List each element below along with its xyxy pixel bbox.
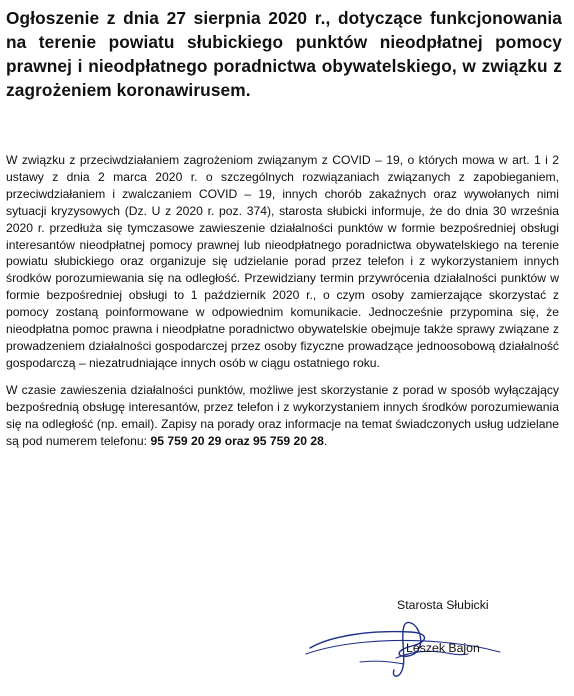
announcement-body [6,152,559,459]
signatory-role: Starosta Słubicki [397,598,489,612]
announcement-title: Ogłoszenie z dnia 27 sierpnia 2020 r., dotyczące funkcjonowania na terenie powiatu słubickiego punktów nieodpłatnej pomocy prawnej i nieodpłatnego poradnictwa obywatelskiego, w związku z zagrożeniem koronawirusem. [6,8,562,100]
remote-advice-text: W czasie zawieszenia działalności punktów, możliwe jest skorzystanie z porad w sposób wyłączający bezpośrednią obsługę interesantów, przez telefon i z wykorzystaniem innych środków porozumiewania się na odległość (np. email). Zapisy na porady oraz informacje na temat świadczonych usług udzielane są pod numerem telefonu: [6,382,559,448]
announcement-document [6,6,562,102]
phone-numbers: 95 759 20 29 oraz 95 759 20 28 [150,433,324,448]
phone-suffix: . [323,433,328,448]
paragraph-remote-advice [6,382,559,450]
paragraph-suspension-notice: W związku z przeciwdziałaniem zagrożeniom związanym z COVID – 19, o których mowa w art. 1 i 2 ustawy z dnia 2 marca 2020 r. o szczególnych rozwiązaniach związanych z zapobieganiem, przeciwdziałaniem i zwalczaniem COVID – 19, innych chorób zakaźnych oraz wywołanych nimi sytuacji kryzysowych (Dz. U z 2020 r. poz. 374), starosta słubicki informuje, że do dnia 30 września 2020 r. przedłuża się tymczasowe zawieszenie działalności punktów w formie bezpośredniej obsługi interesantów nieodpłatnej pomocy prawnej lub nieodpłatnego poradnictwa obywatelskiego na terenie powiatu słubickiego oraz organizuje się udzielanie porad przez telefon i z wykorzystaniem innych środków porozumiewania się na odległość. Przewidziany termin przywrócenia działalności punktów w formie bezpośredniej obsługi to 1 październik 2020 r., o czym osoby zamierzające skorzystać z pomocy zostaną poinformowane w odpowiednim komunikacie. Jednocześnie przypomina się, że nieodpłatna pomoc prawna i nieodpłatne poradnictwo obywatelskie obejmuje także sprawy związane z prowadzeniem działalności gospodarczej przez osoby fizyczne prowadzące jednoosobową działalność gospodarczą – niezatrudniające innych osób w ciągu ostatniego roku. [6,153,559,370]
signatory-name: Leszek Bajon [406,641,480,655]
